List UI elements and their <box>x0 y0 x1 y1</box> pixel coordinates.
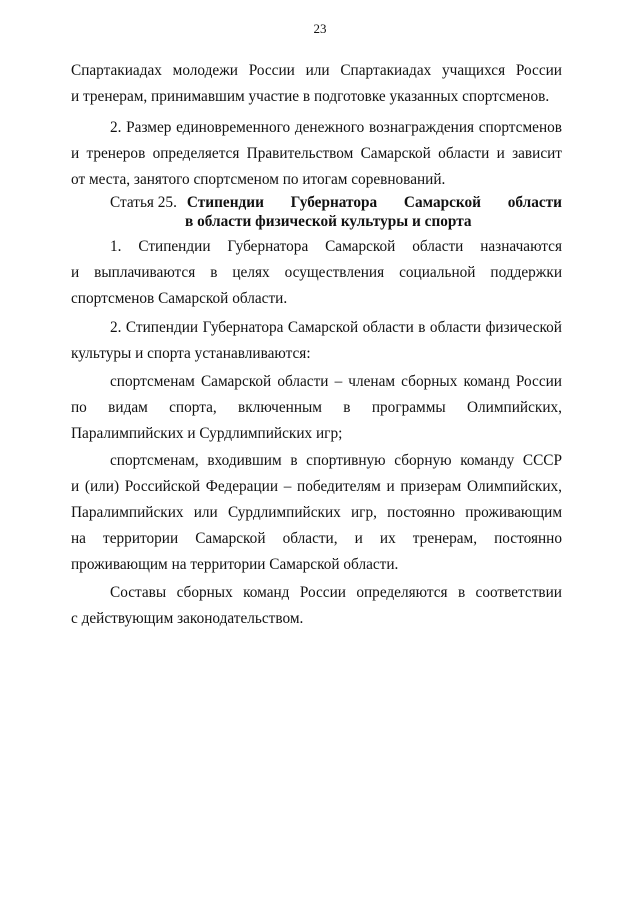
text-line: Паралимпийских и Сурдлимпийских игр; <box>71 425 343 442</box>
text-line: Составы сборных команд России определяются в соответствии <box>110 584 562 601</box>
paragraph-continuation <box>71 58 562 110</box>
text-line: по видам спорта, включенным в программы Олимпийских, <box>71 399 562 416</box>
text-line: проживающим на территории Самарской области. <box>71 556 399 573</box>
text-line: и тренеров определяется Правительством Самарской области и зависит <box>71 145 562 162</box>
text-line: и (или) Российской Федерации – победителям и призерам Олимпийских, <box>71 478 562 495</box>
text-line: спортсменам Самарской области – членам сборных команд России <box>110 373 562 390</box>
list-item-national-teams <box>71 369 562 447</box>
text-line: и тренерам, принимавшим участие в подготовке указанных спортсменов. <box>71 88 550 105</box>
text-line: 2. Стипендии Губернатора Самарской области в области физической <box>110 319 562 336</box>
article-title-continued: в области физической культуры и спорта <box>185 213 472 230</box>
text-line: спортсменам, входившим в спортивную сборную команду СССР <box>110 452 562 469</box>
article-label: Статья 25. <box>110 194 177 211</box>
page-number: 23 <box>313 21 327 36</box>
text-line: 2. Размер единовременного денежного вознаграждения спортсменов <box>110 119 562 136</box>
article-title: Стипендии Губернатора Самарской области <box>186 194 562 211</box>
article-heading <box>71 193 562 231</box>
text-line: спортсменов Самарской области. <box>71 290 288 307</box>
text-line: с действующим законодательством. <box>71 610 304 627</box>
paragraph-award-size <box>71 115 562 193</box>
text-line: Спартакиадах молодежи России или Спартакиадах учащихся России <box>71 62 562 79</box>
text-line: культуры и спорта устанавливаются: <box>71 345 311 362</box>
text-line: на территории Самарской области, и их тренерам, постоянно <box>71 530 562 547</box>
text-line: 1. Стипендии Губернатора Самарской области назначаются <box>110 238 562 255</box>
paragraph-stipend-recipients <box>71 315 562 367</box>
list-item-olympic-winners <box>71 448 562 578</box>
text-line: от места, занятого спортсменом по итогам соревнований. <box>71 171 446 188</box>
text-line: Паралимпийских или Сурдлимпийских игр, постоянно проживающим <box>71 504 562 521</box>
text-line: и выплачиваются в целях осуществления социальной поддержки <box>71 264 562 281</box>
paragraph-team-composition <box>71 580 562 632</box>
paragraph-stipend-purpose <box>71 234 562 312</box>
